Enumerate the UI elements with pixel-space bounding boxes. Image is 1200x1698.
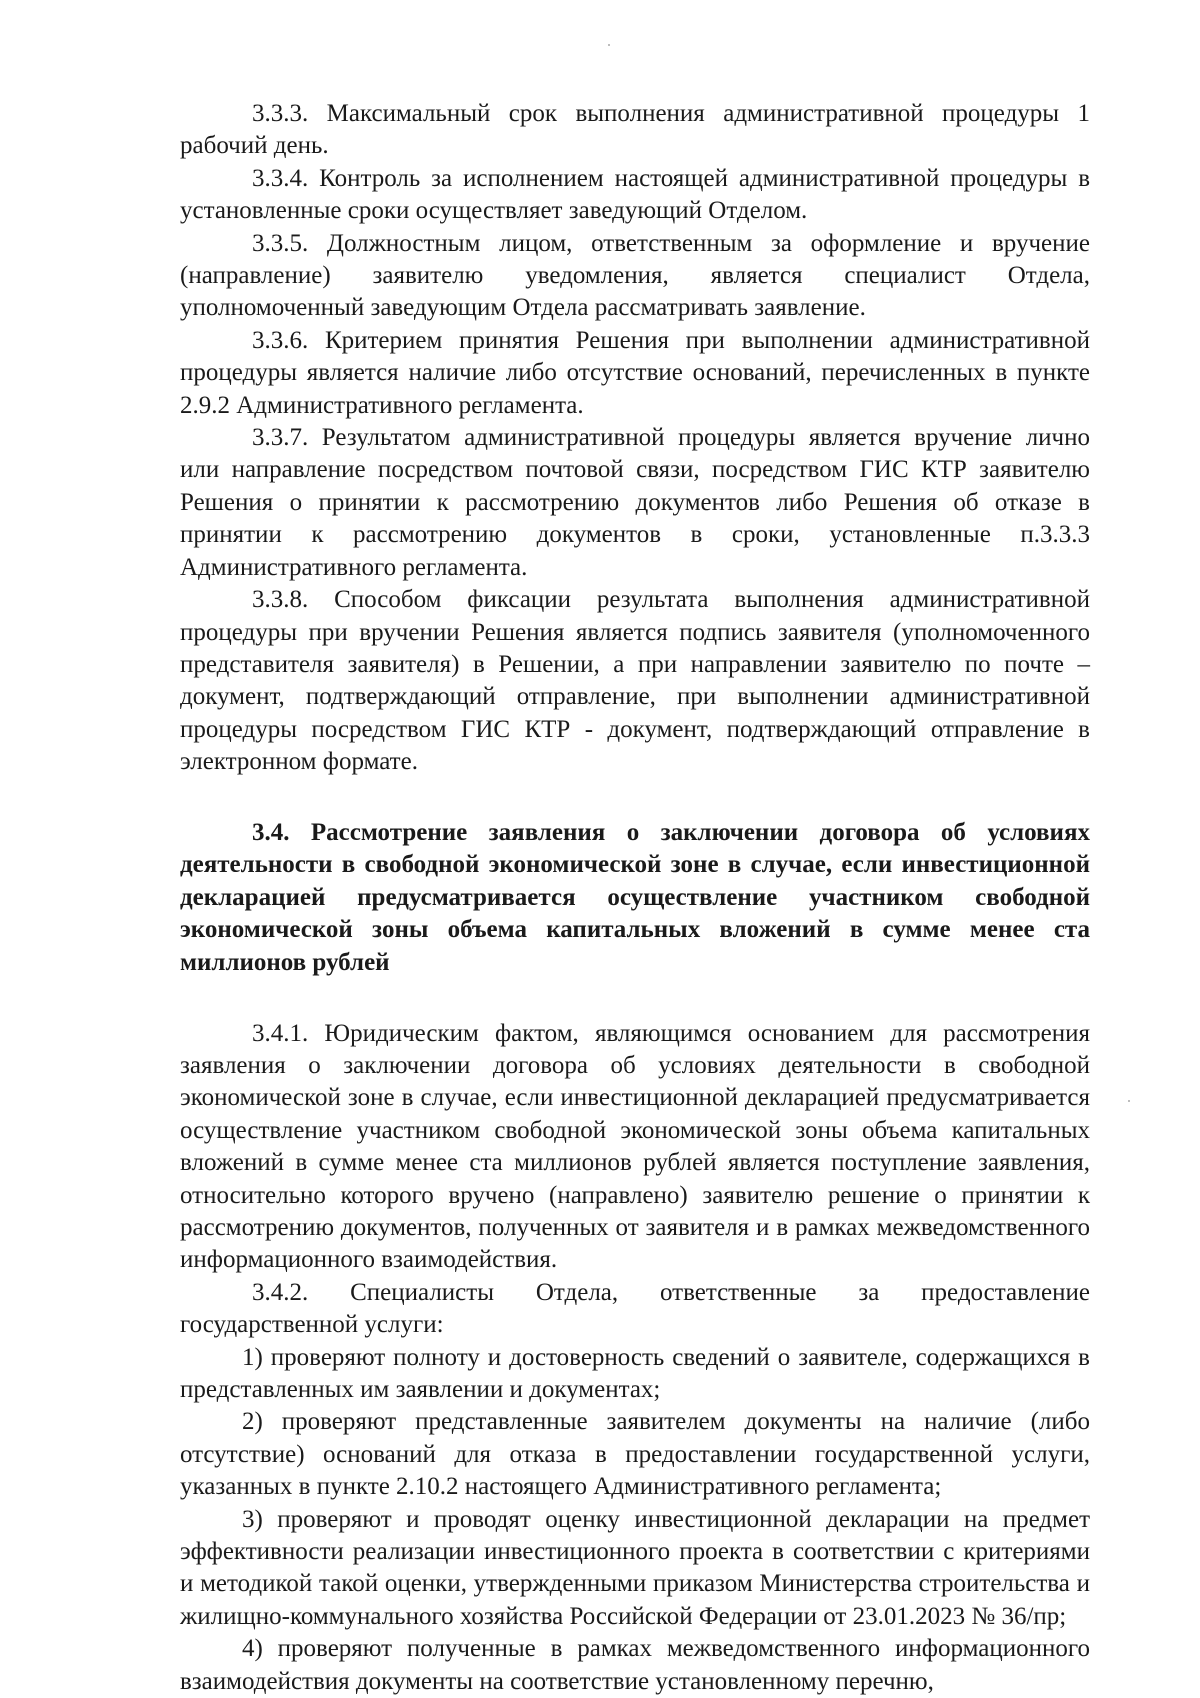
paragraph-3-3-8: 3.3.8. Способом фиксации результата выполнения административной процедуры при вручении Решения является подпись заявителя (уполномоченного представителя заявителя) в Решении, а при направлении заявителю по почте – документ, подтверждающий отправление, при выполнении административной процедуры посредством ГИС КТР - документ, подтверждающий отправление в электронном формате.: [180, 586, 1090, 776]
document-body: [180, 98, 1090, 1698]
scan-speck: [1128, 1100, 1130, 1102]
paragraph-3-3-6: 3.3.6. Критерием принятия Решения при выполнении административной процедуры является наличие либо отсутствие оснований, перечисленных в пункте 2.9.2 Административного регламента.: [180, 326, 1090, 419]
list-item-4: 4) проверяют полученные в рамках межведомственного информационного взаимодействия документы на соответствие установленному перечню,: [180, 1635, 1090, 1695]
list-item-2: 2) проверяют представленные заявителем документы на наличие (либо отсутствие) оснований для отказа в предоставлении государственной услуги, указанных в пункте 2.10.2 настоящего Административного регламента;: [180, 1408, 1090, 1501]
paragraph-3-3-5: 3.3.5. Должностным лицом, ответственным за оформление и вручение (направление) заявителю уведомления, является специалист Отдела, уполномоченный заведующим Отдела рассматривать заявление.: [180, 229, 1090, 322]
paragraph-3-3-4: 3.3.4. Контроль за исполнением настоящей административной процедуры в установленные сроки осуществляет заведующий Отделом.: [180, 164, 1090, 225]
section-heading-3-4: 3.4. Рассмотрение заявления о заключении договора об условиях деятельности в свободной экономической зоне в случае, если инвестиционной декларацией предусматривается осуществление участником свободной экономической зоны объема капитальных вложений в сумме менее ста миллионов рублей: [180, 818, 1090, 976]
paragraph-3-3-3: 3.3.3. Максимальный срок выполнения административной процедуры 1 рабочий день.: [180, 100, 1090, 160]
paragraph-3-4-2: 3.4.2. Специалисты Отдела, ответственные за предоставление государственной услуги:: [180, 1278, 1090, 1339]
paragraph-3-4-1: 3.4.1. Юридическим фактом, являющимся основанием для рассмотрения заявления о заключении договора об условиях деятельности в свободной экономической зоне в случае, если инвестиционной декларацией предусматривается осуществление участником свободной экономической зоны объема капитальных вложений в сумме менее ста миллионов рублей является поступление заявления, относительно которого вручено (направлено) заявителю решение о принятии к рассмотрению документов, полученных от заявителя и в рамках межведомственного информационного взаимодействия.: [180, 1019, 1090, 1274]
list-item-1: 1) проверяют полноту и достоверность сведений о заявителе, содержащихся в представленных им заявлении и документах;: [180, 1343, 1090, 1403]
scan-speck: [608, 44, 610, 46]
list-item-3: 3) проверяют и проводят оценку инвестиционной декларации на предмет эффективности реализации инвестиционного проекта в соответствии с критериями и методикой такой оценки, утвержденными приказом Министерства строительства и жилищно-коммунального хозяйства Российской Федерации от 23.01.2023 № 36/пр;: [180, 1505, 1090, 1630]
paragraph-3-3-7: 3.3.7. Результатом административной процедуры является вручение лично или направление посредством почтовой связи, посредством ГИС КТР заявителю Решения о принятии к рассмотрению документов либо Решения об отказе в принятии к рассмотрению документов в сроки, установленные п.3.3.3 Административного регламента.: [180, 424, 1090, 581]
